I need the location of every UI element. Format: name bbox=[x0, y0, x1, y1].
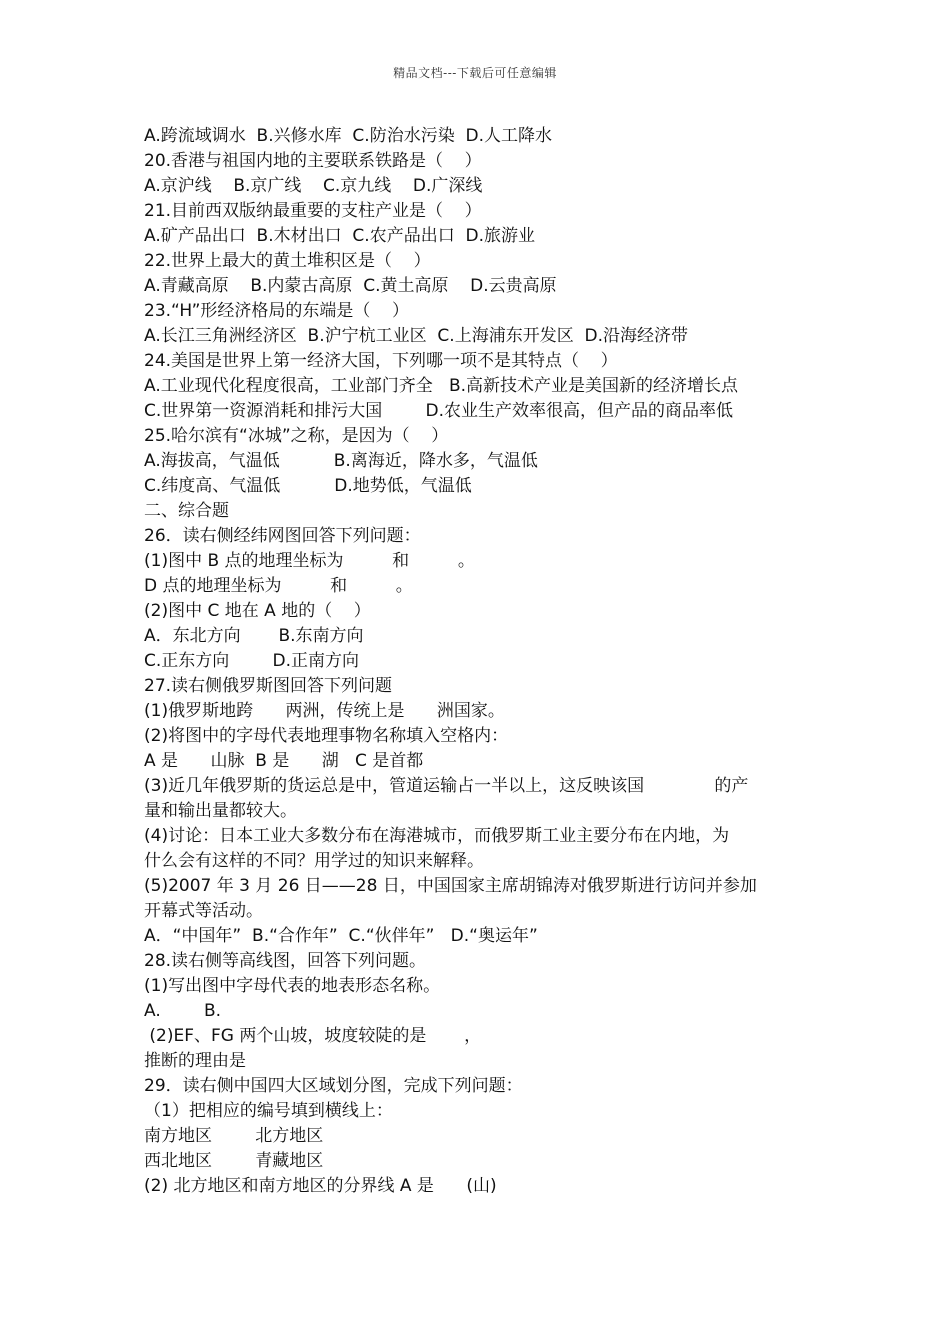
text-line: A．东北方向 B.东南方向 bbox=[144, 626, 364, 646]
question-25: 25.哈尔滨有“冰城”之称，是因为（ ） bbox=[144, 426, 449, 446]
text-line: 南方地区 北方地区 bbox=[144, 1126, 324, 1146]
question-21: 21.目前西双版纳最重要的支柱产业是（ ） bbox=[144, 201, 482, 221]
text-line: 量和输出量都较大。 bbox=[144, 801, 297, 821]
text-line: (2)将图中的字母代表地理事物名称填入空格内： bbox=[144, 726, 509, 746]
text-line: A.海拔高，气温低 B.离海近，降水多，气温低 bbox=[144, 451, 538, 471]
question-22: 22.世界上最大的黄土堆积区是（ ） bbox=[144, 251, 431, 271]
text-line: A．“中国年” B.“合作年” C.“伙伴年” D.“奥运年” bbox=[144, 926, 538, 946]
document-body bbox=[144, 124, 814, 1199]
section-heading: 二、综合题 bbox=[144, 501, 229, 521]
text-line: C.正东方向 D.正南方向 bbox=[144, 651, 359, 671]
text-line: 西北地区 青藏地区 bbox=[144, 1151, 324, 1171]
text-line: (1)图中 B 点的地理坐标为 和 。 bbox=[144, 551, 475, 571]
page-header: 精品文档---下载后可任意编辑 bbox=[393, 66, 557, 80]
text-line: (1)俄罗斯地跨 两洲，传统上是 洲国家。 bbox=[144, 701, 505, 721]
question-29: 29．读右侧中国四大区域划分图，完成下列问题： bbox=[144, 1076, 523, 1096]
text-line: (2)图中 C 地在 A 地的（ ） bbox=[144, 601, 371, 621]
text-line: A.长江三角洲经济区 B.沪宁杭工业区 C.上海浦东开发区 D.沿海经济带 bbox=[144, 326, 688, 346]
question-28: 28.读右侧等高线图，回答下列问题。 bbox=[144, 951, 427, 971]
text-line: A.工业现代化程度很高，工业部门齐全 B.高新技术产业是美国新的经济增长点 bbox=[144, 376, 739, 396]
text-line: A 是 山脉 B 是 湖 C 是首都 bbox=[144, 751, 424, 771]
text-line: D 点的地理坐标为 和 。 bbox=[144, 576, 413, 596]
text-line: C.纬度高、气温低 D.地势低，气温低 bbox=[144, 476, 472, 496]
text-line: (2)EF、FG 两个山坡，坡度较陡的是 ， bbox=[144, 1026, 482, 1046]
text-line: A.跨流域调水 B.兴修水库 C.防治水污染 D.人工降水 bbox=[144, 126, 552, 146]
text-line: A.青藏高原 B.内蒙古高原 C.黄土高原 D.云贵高原 bbox=[144, 276, 557, 296]
text-line: 什么会有这样的不同？用学过的知识来解释。 bbox=[144, 851, 484, 871]
text-line: (5)2007 年 3 月 26 日——28 日，中国国家主席胡锦涛对俄罗斯进行访问并参加 bbox=[144, 876, 757, 896]
question-23: 23.“H”形经济格局的东端是（ ） bbox=[144, 301, 410, 321]
text-line: （1）把相应的编号填到横线上： bbox=[144, 1101, 393, 1121]
text-line: (4)讨论：日本工业大多数分布在海港城市，而俄罗斯工业主要分布在内地，为 bbox=[144, 826, 730, 846]
question-26: 26．读右侧经纬网图回答下列问题： bbox=[144, 526, 421, 546]
text-line: C.世界第一资源消耗和排污大国 D.农业生产效率很高，但产品的商品率低 bbox=[144, 401, 733, 421]
text-line: (3)近几年俄罗斯的货运总是中，管道运输占一半以上，这反映该国 的产 bbox=[144, 776, 749, 796]
text-line: A.矿产品出口 B.木材出口 C.农产品出口 D.旅游业 bbox=[144, 226, 535, 246]
text-line: (2) 北方地区和南方地区的分界线 A 是 (山) bbox=[144, 1176, 497, 1196]
text-line: A.京沪线 B.京广线 C.京九线 D.广深线 bbox=[144, 176, 483, 196]
text-line: 开幕式等活动。 bbox=[144, 901, 263, 921]
text-line: 推断的理由是 bbox=[144, 1051, 246, 1071]
question-20: 20.香港与祖国内地的主要联系铁路是（ ） bbox=[144, 151, 482, 171]
text-line: (1)写出图中字母代表的地表形态名称。 bbox=[144, 976, 441, 996]
question-24: 24.美国是世界上第一经济大国，下列哪一项不是其特点（ ） bbox=[144, 351, 618, 371]
text-line: A. B. bbox=[144, 1001, 222, 1021]
question-27: 27.读右侧俄罗斯图回答下列问题 bbox=[144, 676, 393, 696]
